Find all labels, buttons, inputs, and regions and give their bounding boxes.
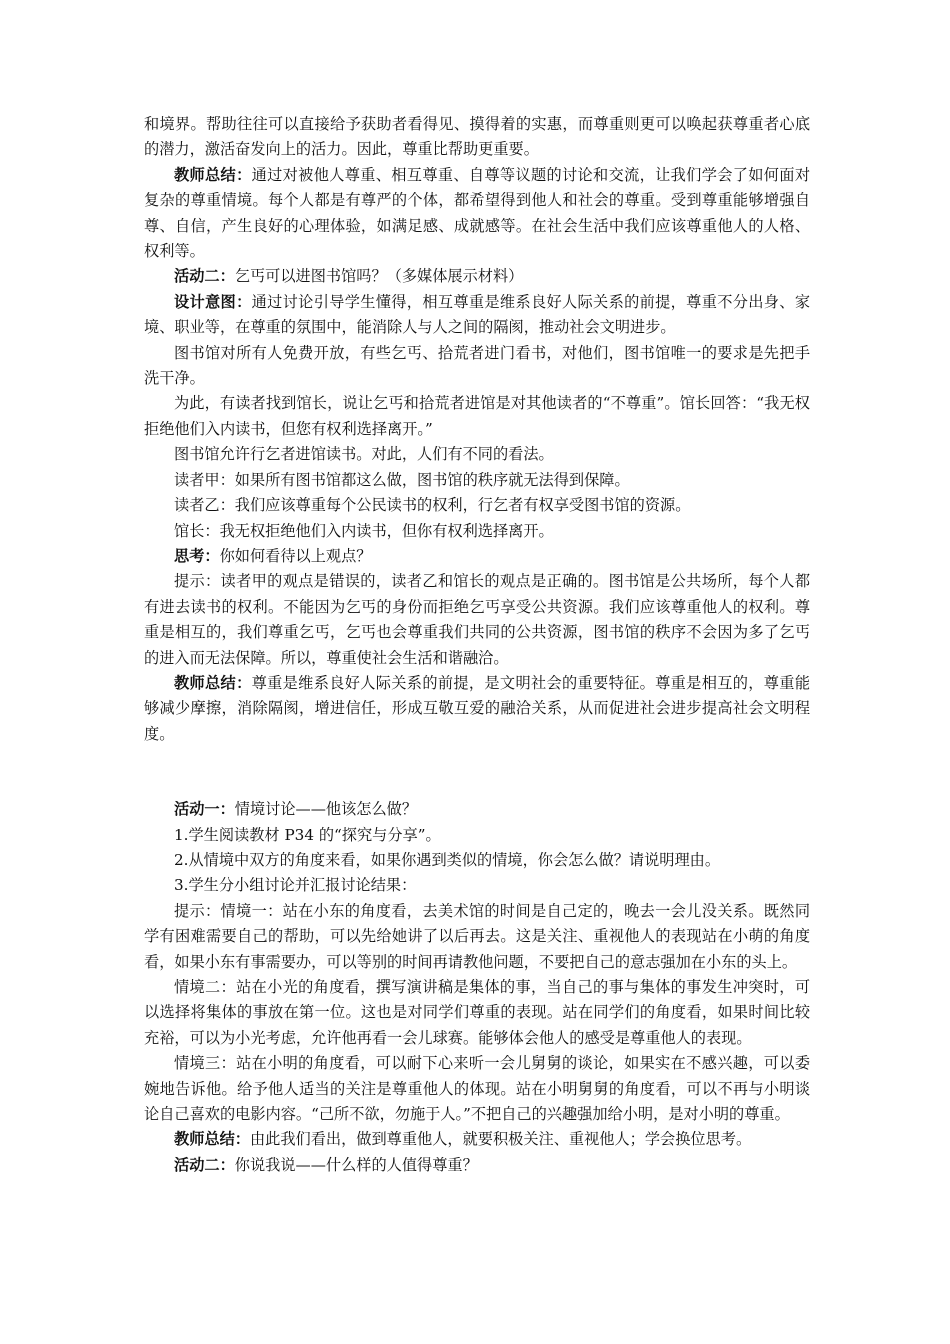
situation-2: 情境二：站在小光的角度看，撰写演讲稿是集体的事，当自己的事与集体的事发生冲突时，可以选择将集体的事放在第一位。这也是对同学们尊重的表现。站在同学们的角度看，如果时间比较充裕，可以为小光考虑，允许他再看一会儿球赛。能够体会他人的感受是尊重他人的表现。 [144,978,810,1047]
situation-3: 情境三：站在小明的角度看，可以耐下心来听一会儿舅舅的谈论，如果实在不感兴趣，可以委婉地告诉他。给予他人适当的关注是尊重他人的体现。站在小明舅舅的角度看，可以不再与小明谈论自己喜欢的电影内容。“己所不欲，勿施于人。”不把自己的兴趣强加给小明，是对小明的尊重。 [144,1054,810,1124]
think-text: 你如何看待以上观点？ [219,546,372,565]
activity-label: 活动二： [174,267,235,286]
activity-label: 活动二： [174,1155,235,1174]
activity-1-heading [144,797,810,822]
summary-label: 教师总结： [174,673,252,692]
design-intent-label: 设计意图： [174,292,252,311]
reader-a-view: 读者甲：如果所有图书馆都这么做，图书馆的秩序就无法得到保障。 [174,470,630,489]
think-question [144,544,810,569]
teacher-summary-1 [144,163,810,265]
library-allow-paragraph: 图书馆允许行乞者进馆读书。对此，人们有不同的看法。 [174,445,554,464]
summary-label: 教师总结： [174,1130,250,1149]
curator-view: 馆长：我无权拒绝他们入内读书，但你有权利选择离开。 [174,521,554,540]
summary-label: 教师总结： [174,165,252,184]
step-2: 2.从情境中双方的角度来看，如果你遇到类似的情境，你会怎么做？请说明理由。 [174,850,721,869]
activity-2-heading [144,264,810,289]
activity-2b-heading [144,1153,810,1178]
step-1: 1.学生阅读教材 P34 的“探究与分享”。 [174,825,441,844]
hint-paragraph: 提示：读者甲的观点是错误的，读者乙和馆长的观点是正确的。图书馆是公共场所，每个人都有进去读书的权利。不能因为乞丐的身份而拒绝乞丐享受公共资源。我们应该尊重他人的权利。尊重是相互的，我们尊重乞丐，乞丐也会尊重我们共同的公共资源，图书馆的秩序不会因为多了乞丐的进入而无法保障。所以，尊重使社会生活和谐融洽。 [144,572,810,667]
paragraph-respect-vs-help: 和境界。帮助往往可以直接给予获助者看得见、摸得着的实惠，而尊重则更可以唤起获尊重者心底的潜力，激活奋发向上的活力。因此，尊重比帮助更重要。 [144,115,810,159]
summary-text: 由此我们看出，做到尊重他人，就要积极关注、重视他人；学会换位思考。 [249,1130,752,1149]
activity-title: 情境讨论——他该怎么做？ [234,800,417,819]
step-3: 3.学生分小组讨论并汇报讨论结果： [174,876,417,895]
teacher-summary-3 [144,1127,810,1152]
think-label: 思考： [174,546,220,565]
reader-complaint-paragraph: 为此，有读者找到馆长，说让乞丐和拾荒者进馆是对其他读者的“不尊重”。馆长回答：“我无权拒绝他们入内读书，但您有权利选择离开。” [144,394,810,438]
design-intent-text: 通过讨论引导学生懂得，相互尊重是维系良好人际关系的前提，尊重不分出身、家境、职业等，在尊重的氛围中，能消除人与人之间的隔阂，推动社会文明进步。 [144,292,811,337]
document-page [144,112,810,1178]
teacher-summary-2 [144,671,810,747]
reader-b-view: 读者乙：我们应该尊重每个公民读书的权利，行乞者有权享受图书馆的资源。 [174,496,691,515]
summary-text: 通过对被他人尊重、相互尊重、自尊等议题的讨论和交流，让我们学会了如何面对复杂的尊重情境。每个人都是有尊严的个体，都希望得到他人和社会的尊重。受到尊重能够增强自尊、自信，产生良好的心理体验，如满足感、成就感等。在社会生活中我们应该尊重他人的人格、权利等。 [144,165,811,261]
activity-label: 活动一： [174,800,235,819]
design-intent [144,290,810,341]
library-paragraph: 图书馆对所有人免费开放，有些乞丐、拾荒者进门看书，对他们，图书馆唯一的要求是先把手洗干净。 [144,343,810,388]
activity-title: 乞丐可以进图书馆吗？（多媒体展示材料） [234,267,524,286]
section-gap [144,747,810,797]
activity-title: 你说我说——什么样的人值得尊重？ [234,1155,478,1174]
situation-1: 提示：情境一：站在小东的角度看，去美术馆的时间是自己定的，晚去一会儿没关系。既然同学有困难需要自己的帮助，可以先给她讲了以后再去。这是关注、重视他人的表现站在小萌的角度看，如果小东有事需要办，可以等别的时间再请教他问题，不要把自己的意志强加在小东的头上。 [144,901,810,971]
summary-text: 尊重是维系良好人际关系的前提，是文明社会的重要特征。尊重是相互的，尊重能够减少摩擦，消除隔阂，增进信任，形成互敬互爱的融洽关系，从而促进社会进步提高社会文明程度。 [144,673,811,743]
